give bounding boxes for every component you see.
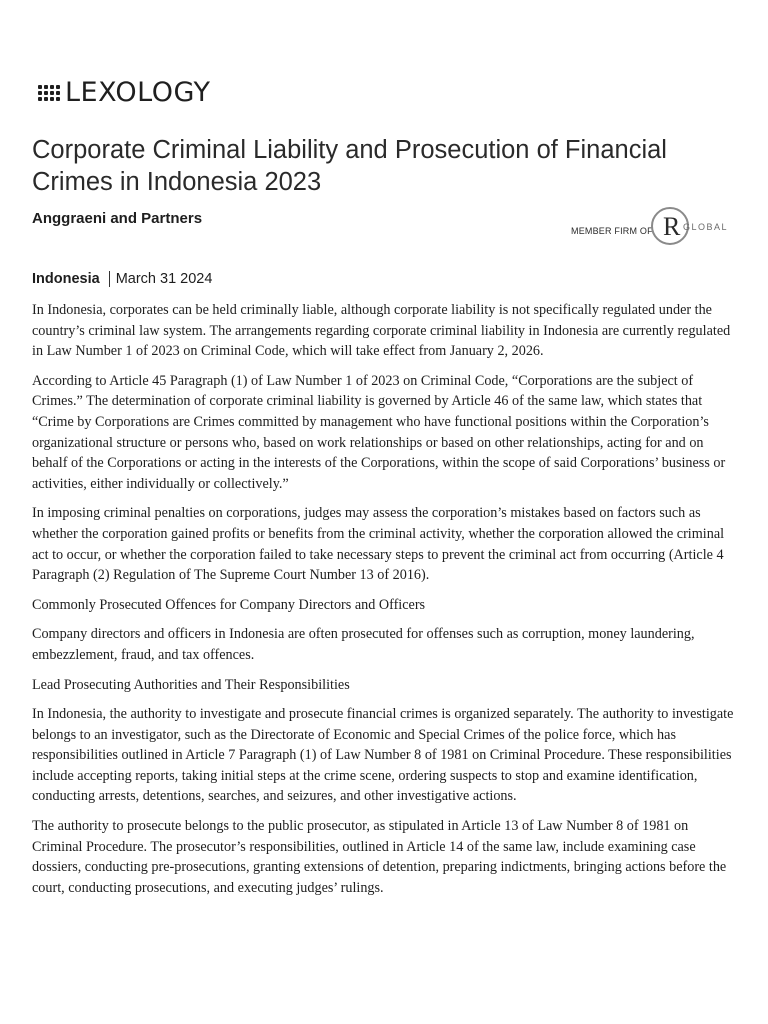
- meta-divider: [109, 271, 110, 287]
- paragraph: The authority to prosecute belongs to the public prosecutor, as stipulated in Article 13 of Law Number 8 of 1981 on Criminal Procedure. The prosecutor’s responsibilities, outlined in Article 14 of the same law, include examining case dossiers, conducting pre-prosecutions, granting extensions of detention, preparing indictments, bringing actions before the court, conducting prosecutions, and executing judges’ rulings.: [32, 818, 727, 896]
- member-label: MEMBER FIRM OF: [571, 226, 653, 236]
- paragraph: In Indonesia, the authority to investigate and prosecute financial crimes is organized separately. The authority to investigate belongs to an investigator, such as the Directorate of Economic and Special Crimes of the police force, which has responsibilities outlined in Article 7 Paragraph (1) of Law Number 8 of 1981 on Criminal Procedure. These responsibilities include accepting reports, taking initial steps at the crime scene, ordering suspects to stop and examine identification, conducting arrests, detentions, searches, and seizures, and other investigative actions.: [32, 706, 734, 805]
- article-meta: [32, 271, 212, 287]
- paragraph: Company directors and officers in Indonesia are often prosecuted for offenses such as corruption, money laundering, embezzlement, fraud, and tax offences.: [32, 626, 695, 663]
- lexology-logo[interactable]: [38, 78, 211, 108]
- country-label[interactable]: Indonesia: [32, 271, 100, 287]
- paragraph: In Indonesia, corporates can be held criminally liable, although corporate liability is not specifically regulated under the country’s criminal law system. The arrangements regarding corporate criminal liability in Indonesia are currently regulated in Law Number 1 of 2023 on Criminal Code, which will take effect from January 2, 2026.: [32, 302, 731, 360]
- section-heading: Lead Prosecuting Authorities and Their Responsibilities: [32, 676, 350, 693]
- publish-date: March 31 2024: [115, 271, 213, 287]
- firm-name[interactable]: Anggraeni and Partners: [32, 210, 203, 227]
- svg-text:GLOBAL: GLOBAL: [683, 222, 729, 232]
- member-firm-badge[interactable]: [571, 205, 741, 247]
- logo-text: LEXOLOGY: [65, 77, 211, 108]
- lexology-dots-icon: [38, 85, 60, 101]
- section-heading: Commonly Prosecuted Offences for Company Directors and Officers: [32, 596, 426, 613]
- article-title: Corporate Criminal Liability and Prosecution of Financial Crimes in Indonesia 2023: [32, 136, 667, 196]
- article-body: [32, 300, 740, 907]
- paragraph: According to Article 45 Paragraph (1) of Law Number 1 of 2023 on Criminal Code, “Corporations are the subject of Crimes.” The determination of corporate criminal liability is governed by Article 46 of the same law, which states that “Crime by Corporations are Crimes committed by management who have functional positions within the Corporation’s organizational structure or persons who, based on work relationships or based on other relationships, acting for and on behalf of the Corporations or acting in the interests of the Corporations, within the scope of said Corporations’ business or activities, either individually or collectively.”: [32, 372, 726, 492]
- paragraph: In imposing criminal penalties on corporations, judges may assess the corporation’s mistakes based on factors such as whether the corporation gained profits or benefits from the criminal activity, whether the corporation allowed the criminal act to occur, or whether the corporation failed to take necessary steps to prevent the criminal act from occurring (Article 4 Paragraph (2) Regulation of The Supreme Court Number 13 of 2016).: [32, 505, 725, 584]
- svg-text:R: R: [663, 212, 681, 241]
- r-global-logo-icon: [649, 205, 739, 247]
